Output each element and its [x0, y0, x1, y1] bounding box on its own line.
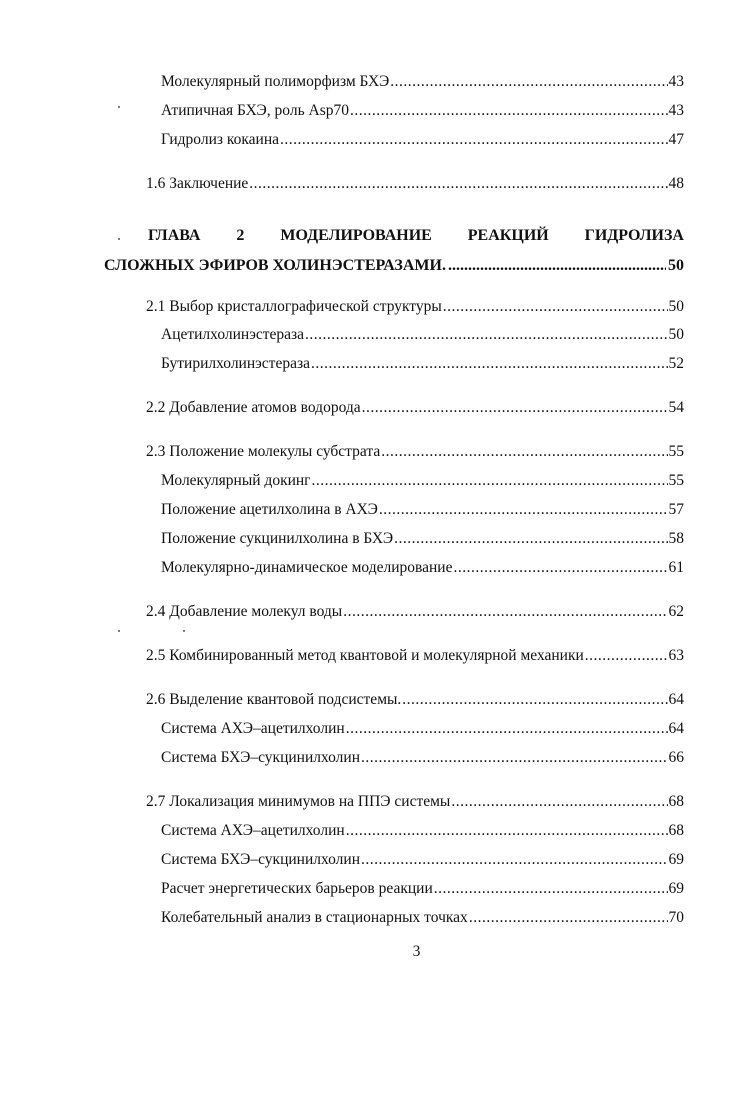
toc-entry-title: 2.4 Добавление молекул воды — [146, 603, 343, 620]
toc-leader — [362, 398, 668, 418]
toc-entry-title: 2.1 Выбор кристаллографической структуры — [146, 298, 442, 315]
toc-entry-page: 66 — [668, 749, 684, 766]
toc-entry-page: 55 — [668, 443, 684, 460]
toc-entry-title: Система БХЭ–сукцинилхолин — [161, 749, 361, 766]
toc-leader — [469, 908, 668, 928]
toc-entry — [146, 690, 684, 710]
toc-entry — [161, 354, 684, 374]
toc-entry-page: 61 — [668, 559, 684, 576]
toc-leader — [434, 879, 668, 899]
toc-entry — [161, 471, 684, 491]
toc-entry — [146, 792, 684, 812]
scan-speck — [183, 630, 185, 632]
toc-entry — [161, 821, 684, 841]
chapter-number: 2 — [236, 227, 245, 244]
toc-leader — [346, 821, 668, 841]
toc-leader — [312, 471, 668, 491]
toc-entry-title: 2.6 Выделение квантовой подсистемы. — [146, 691, 402, 708]
toc-leader — [390, 72, 667, 92]
scan-speck — [118, 106, 120, 108]
toc-entry-title: Бутирилхолинэстераза — [161, 355, 310, 372]
toc-entry-page: 50 — [668, 326, 684, 343]
toc-entry — [161, 529, 684, 549]
toc-leader — [346, 719, 668, 739]
toc-entry-title: Молекулярный докинг — [161, 472, 311, 489]
toc-leader — [402, 690, 667, 710]
toc-entry-page: 62 — [668, 603, 684, 620]
toc-leader — [394, 529, 667, 549]
toc-entry-title: Молекулярный полиморфизм БХЭ — [161, 73, 390, 90]
toc-entry — [146, 646, 684, 666]
toc-entry-title: 2.5 Комбинированный метод квантовой и молекулярной механики — [146, 647, 584, 664]
toc-leader — [381, 442, 667, 462]
toc-leader — [361, 850, 667, 870]
scan-speck — [118, 238, 120, 240]
toc-entry — [161, 500, 684, 520]
toc-entry-page: 48 — [668, 175, 684, 192]
toc-entry-title: Молекулярно-динамическое моделирование — [161, 559, 453, 576]
toc-entry-title: Колебательный анализ в стационарных точках — [161, 909, 468, 926]
toc-entry-title: Атипичная БХЭ, роль Asp70 — [161, 102, 349, 119]
chapter-title-word: РЕАКЦИЙ — [467, 227, 549, 244]
toc-entry — [146, 398, 684, 418]
toc-leader — [311, 354, 668, 374]
toc-entry-title: Положение сукцинилхолина в БХЭ — [161, 530, 394, 547]
toc-entry-page: 47 — [668, 131, 684, 148]
toc-entry-page: 57 — [668, 501, 684, 518]
toc-leader — [443, 297, 668, 317]
toc-entry-page: 69 — [668, 880, 684, 897]
toc-leader — [451, 792, 667, 812]
toc-entry-title: Ацетилхолинэстераза — [161, 326, 305, 343]
chapter-label: ГЛАВА — [148, 227, 201, 244]
toc-entry-title: 2.2 Добавление атомов водорода — [146, 399, 361, 416]
toc-leader — [343, 602, 667, 622]
chapter-heading-line1 — [104, 226, 684, 246]
chapter-title-word: МОДЕЛИРОВАНИЕ — [280, 227, 432, 244]
toc-leader — [453, 558, 667, 578]
toc-entry-title: Система АХЭ–ацетилхолин — [161, 720, 345, 737]
toc-entry-title: 2.7 Локализация минимумов на ППЭ системы — [146, 793, 451, 810]
toc-entry-title: Положение ацетилхолина в АХЭ — [161, 501, 378, 518]
chapter-title: СЛОЖНЫХ ЭФИРОВ ХОЛИНЭСТЕРАЗАМИ. — [104, 257, 446, 274]
toc-entry — [146, 442, 684, 462]
toc-entry-title: 2.3 Положение молекулы субстрата — [146, 443, 381, 460]
toc-entry-page: 43 — [668, 102, 684, 119]
toc-leader — [249, 174, 667, 194]
toc-entry-page: 64 — [668, 720, 684, 737]
toc-entry-page: 54 — [668, 399, 684, 416]
toc-leader — [585, 646, 668, 666]
toc-entry-page: 52 — [668, 355, 684, 372]
toc-entry-title: Гидролиз кокаина — [161, 131, 280, 148]
toc-entry-page: 68 — [668, 822, 684, 839]
toc-entry — [161, 850, 684, 870]
toc-entry-page: 64 — [668, 691, 684, 708]
toc-entry-page: 50 — [668, 298, 684, 315]
toc-leader — [448, 256, 666, 276]
toc-entry-title: 1.6 Заключение — [146, 175, 249, 192]
toc-entry — [161, 130, 684, 150]
toc-entry-page: 58 — [668, 530, 684, 547]
toc-entry — [161, 879, 684, 899]
toc-entry — [161, 101, 684, 121]
toc-leader — [361, 748, 667, 768]
toc-leader — [379, 500, 668, 520]
toc-entry — [161, 719, 684, 739]
toc-leader — [280, 130, 667, 150]
toc-entry-page: 55 — [668, 472, 684, 489]
toc-entry-title: Система АХЭ–ацетилхолин — [161, 822, 345, 839]
toc-entry — [146, 602, 684, 622]
toc-entry-page: 63 — [668, 647, 684, 664]
chapter-page: 50 — [668, 257, 684, 274]
chapter-heading-line2 — [104, 256, 684, 276]
toc-entry — [161, 908, 684, 928]
toc-entry-page: 68 — [668, 793, 684, 810]
toc-entry — [161, 558, 684, 578]
toc-entry — [161, 72, 684, 92]
toc-entry-title: Расчет энергетических барьеров реакции — [161, 880, 433, 897]
toc-entry-page: 43 — [668, 73, 684, 90]
scan-speck — [118, 630, 120, 632]
toc-leader — [350, 101, 668, 121]
page-number: 3 — [412, 943, 421, 960]
toc-entry-page: 69 — [668, 851, 684, 868]
toc-entry — [146, 174, 684, 194]
toc-entry-title: Система БХЭ–сукцинилхолин — [161, 851, 361, 868]
toc-entry-page: 70 — [668, 909, 684, 926]
toc-entry — [161, 748, 684, 768]
chapter-title-word: ГИДРОЛИЗА — [584, 227, 684, 244]
toc-entry — [161, 325, 684, 345]
toc-leader — [305, 325, 667, 345]
toc-entry — [146, 297, 684, 317]
